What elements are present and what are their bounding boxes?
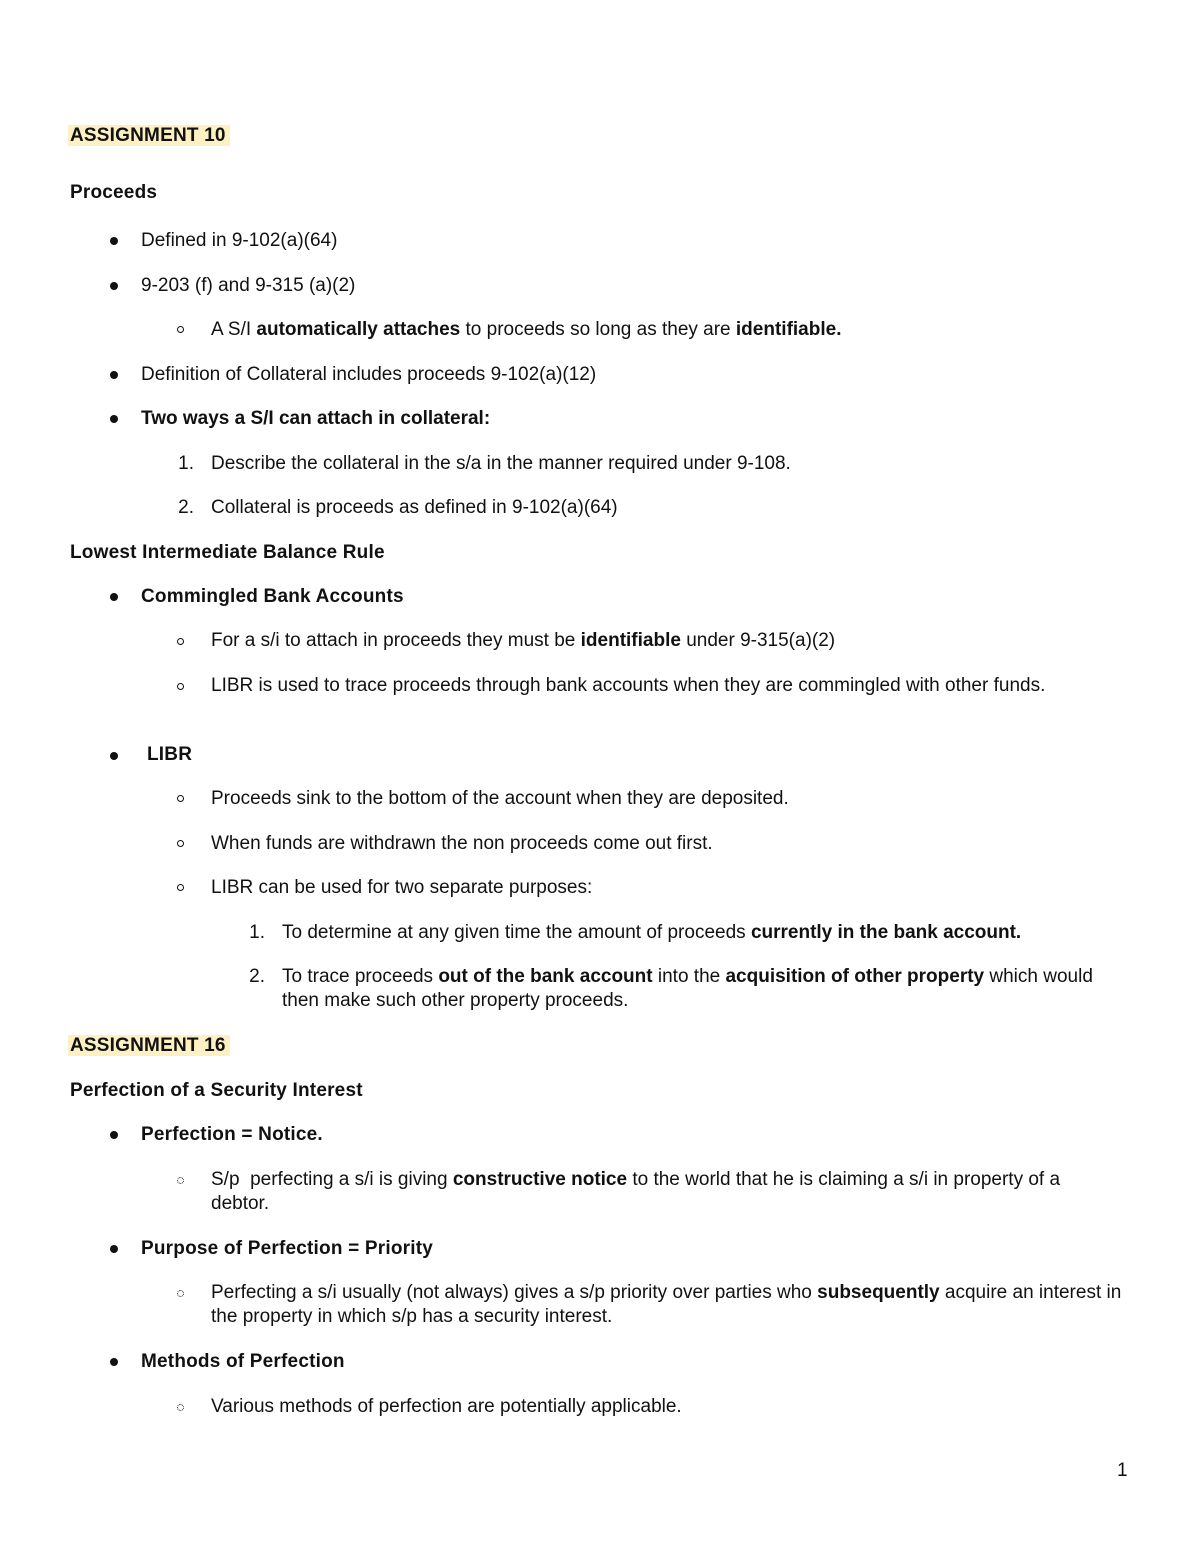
list-number: 1. bbox=[178, 453, 194, 474]
list-number: 2. bbox=[249, 966, 265, 987]
perfection-item-priority: Purpose of Perfection = Priority bbox=[141, 1238, 433, 1259]
libr-subitem-withdrawn: When funds are withdrawn the non proceeds come out first. bbox=[211, 833, 713, 854]
perfection-subitem-subsequently bbox=[211, 1281, 1131, 1329]
bold-fragment: identifiable. bbox=[735, 319, 842, 340]
bold-fragment: out of the bank account bbox=[438, 966, 653, 987]
text-fragment: S/p perfecting a s/i is giving bbox=[211, 1169, 453, 1190]
libr-subitem-trace: LIBR is used to trace proceeds through bank accounts when they are commingled with other funds. bbox=[211, 675, 1046, 696]
perfection-subitem-various-methods: Various methods of perfection are potentially applicable. bbox=[211, 1396, 682, 1417]
list-number: 2. bbox=[178, 497, 194, 518]
purpose-item-2 bbox=[282, 965, 1102, 1013]
list-number: 1. bbox=[249, 922, 265, 943]
perfection-item-methods: Methods of Perfection bbox=[141, 1351, 345, 1372]
text-fragment: Perfecting a s/i usually (not always) gives a s/p priority over parties who bbox=[211, 1282, 818, 1303]
two-ways-item-1: Describe the collateral in the s/a in the manner required under 9-108. bbox=[211, 453, 791, 474]
bold-fragment: acquisition of other property bbox=[725, 966, 985, 987]
bullet-icon bbox=[110, 1245, 118, 1253]
bullet-icon bbox=[110, 1131, 118, 1139]
sub-bullet-icon bbox=[177, 840, 184, 847]
libr-subitem-sink: Proceeds sink to the bottom of the account when they are deposited. bbox=[211, 788, 789, 809]
text-fragment: to the world that he is claiming a s/i in property of a debtor. bbox=[211, 1169, 1061, 1214]
sub-bullet-icon bbox=[177, 326, 184, 333]
assignment-16-heading bbox=[70, 1034, 230, 1058]
sub-bullet-icon bbox=[177, 683, 184, 690]
text-fragment: To determine at any given time the amount of proceeds bbox=[282, 922, 751, 943]
bullet-icon bbox=[110, 593, 118, 601]
libr-heading: Lowest Intermediate Balance Rule bbox=[70, 542, 385, 563]
assignment-10-heading bbox=[70, 124, 230, 148]
sub-bullet-icon bbox=[177, 884, 184, 891]
text-fragment: to proceeds so long as they are bbox=[460, 319, 736, 340]
proceeds-item-defined: Defined in 9-102(a)(64) bbox=[141, 230, 338, 251]
bullet-icon bbox=[110, 752, 118, 760]
libr-subitem-purposes: LIBR can be used for two separate purposes: bbox=[211, 877, 593, 898]
bold-fragment: currently in the bank account. bbox=[750, 922, 1022, 943]
page-number: 1 bbox=[1117, 1460, 1128, 1481]
text-fragment: To trace proceeds bbox=[282, 966, 439, 987]
bullet-icon bbox=[110, 282, 118, 290]
libr-item-commingled: Commingled Bank Accounts bbox=[141, 586, 404, 607]
bullet-icon bbox=[110, 371, 118, 379]
proceeds-item-collateral-definition: Definition of Collateral includes proceeds 9-102(a)(12) bbox=[141, 364, 597, 385]
perfection-subitem-constructive-notice bbox=[211, 1168, 1071, 1216]
bold-fragment: identifiable bbox=[580, 630, 681, 651]
purpose-item-1 bbox=[282, 921, 1021, 945]
libr-item-libr: LIBR bbox=[147, 744, 193, 765]
perfection-heading: Perfection of a Security Interest bbox=[70, 1080, 363, 1101]
bold-fragment: constructive notice bbox=[452, 1169, 628, 1190]
text-fragment: A S/I bbox=[211, 319, 257, 340]
bullet-icon bbox=[110, 237, 118, 245]
text-fragment: which would then make such other property proceeds. bbox=[282, 966, 1093, 1011]
bullet-icon bbox=[110, 1358, 118, 1366]
assignment-10-label: ASSIGNMENT 10 bbox=[68, 125, 230, 146]
libr-subitem-identifiable bbox=[211, 629, 835, 653]
bullet-icon bbox=[110, 415, 118, 423]
proceeds-heading: Proceeds bbox=[70, 182, 158, 203]
two-ways-item-2: Collateral is proceeds as defined in 9-102(a)(64) bbox=[211, 497, 618, 518]
perfection-item-notice: Perfection = Notice. bbox=[141, 1124, 323, 1145]
sub-bullet-icon bbox=[177, 1177, 184, 1184]
bold-fragment: automatically attaches bbox=[256, 319, 461, 340]
sub-bullet-icon bbox=[177, 638, 184, 645]
proceeds-subitem-attaches bbox=[211, 318, 841, 342]
text-fragment: For a s/i to attach in proceeds they must be bbox=[211, 630, 581, 651]
assignment-16-label: ASSIGNMENT 16 bbox=[68, 1035, 230, 1056]
proceeds-item-two-ways: Two ways a S/I can attach in collateral: bbox=[141, 408, 491, 429]
sub-bullet-icon bbox=[177, 1290, 184, 1297]
text-fragment: under 9-315(a)(2) bbox=[680, 630, 836, 651]
text-fragment: into the bbox=[652, 966, 726, 987]
proceeds-item-sections: 9-203 (f) and 9-315 (a)(2) bbox=[141, 275, 356, 296]
sub-bullet-icon bbox=[177, 1404, 184, 1411]
text-fragment: acquire an interest in the property in which s/p has a security interest. bbox=[211, 1282, 1122, 1327]
sub-bullet-icon bbox=[177, 795, 184, 802]
bold-fragment: subsequently bbox=[817, 1282, 940, 1303]
